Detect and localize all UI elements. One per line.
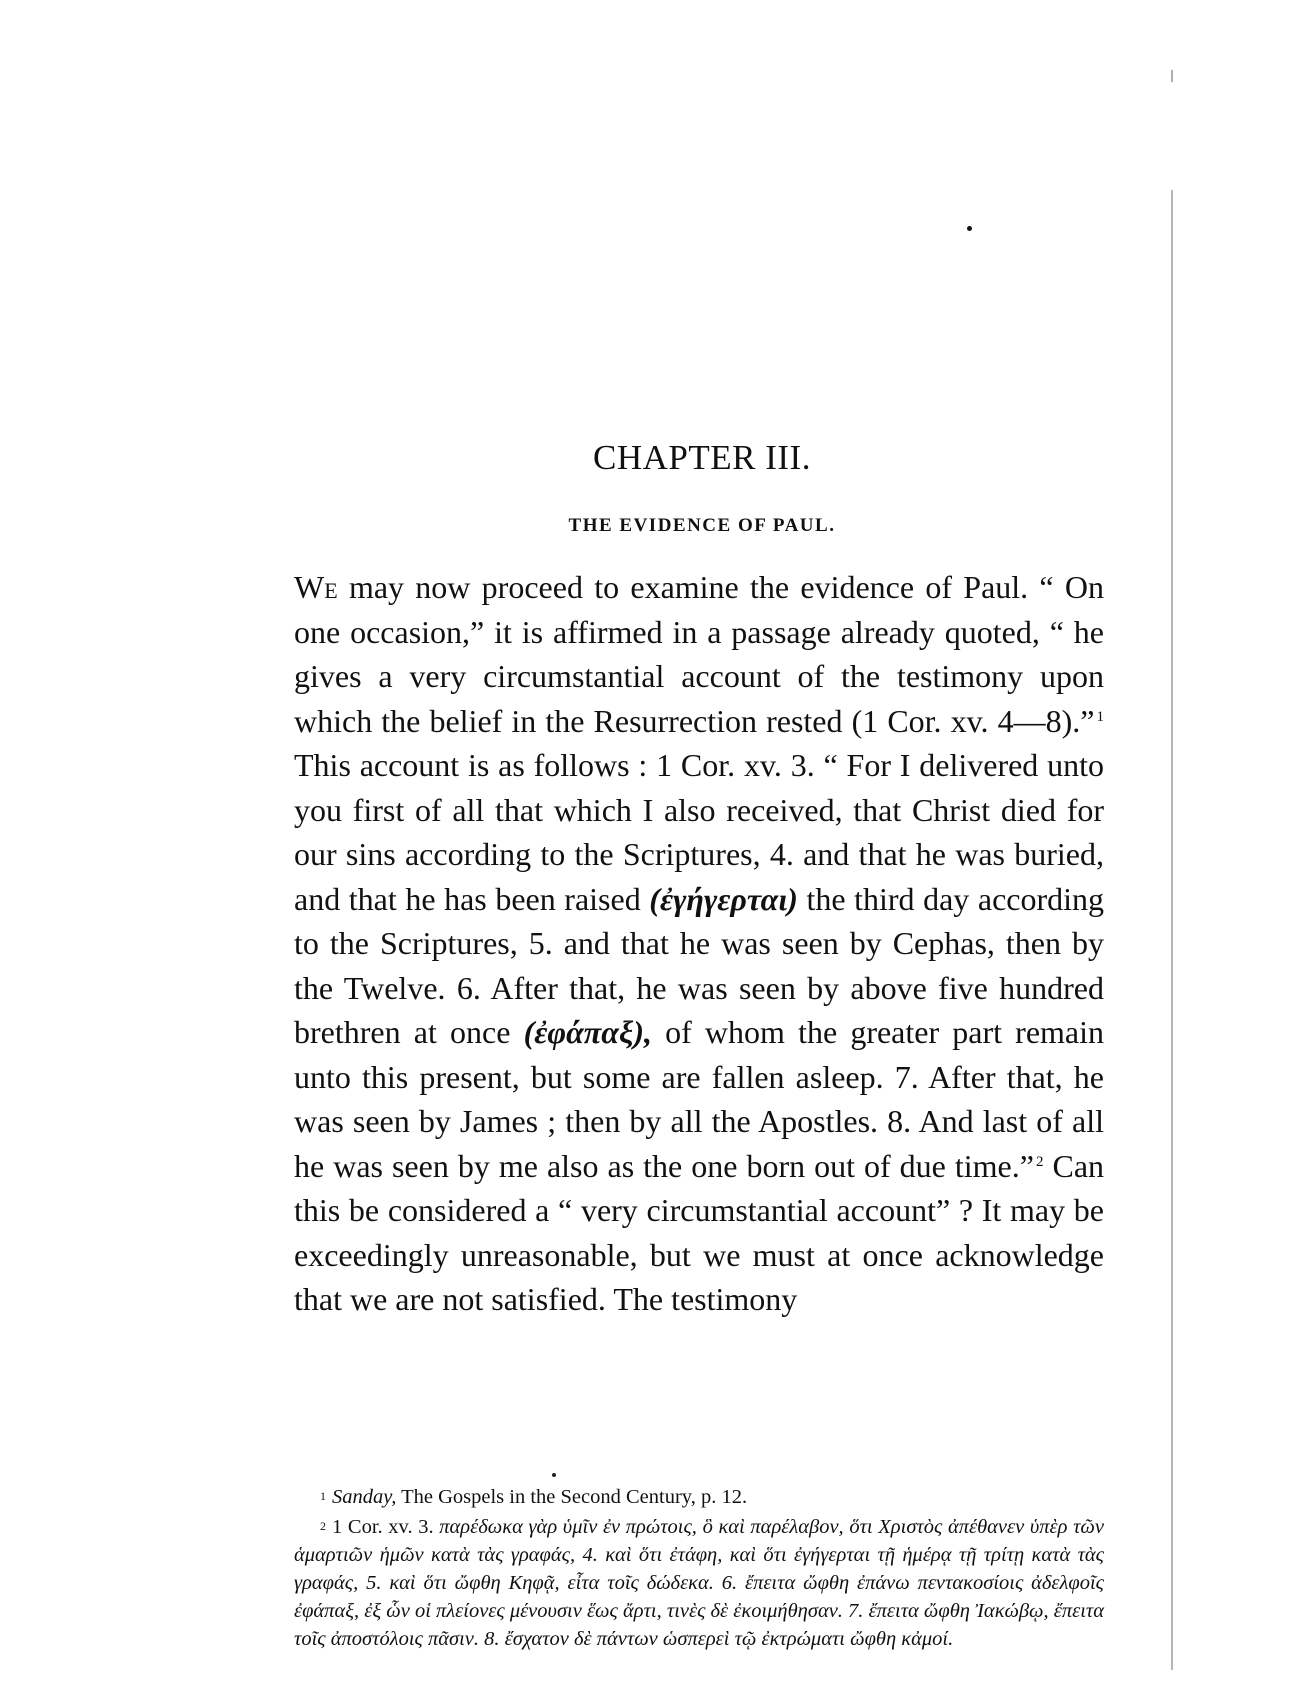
chapter-title: CHAPTER III.	[593, 438, 811, 477]
scan-speck	[967, 226, 972, 231]
footnote-1	[294, 1483, 1104, 1511]
body-text-part: may now proceed to examine the evidence of Paul. “ On one occasion,” it is affirmed in a passage already quoted, “ he gives a very circumstantial account of the testimony upon which the belief in the Resurrection rested (1 Cor. xv. 4—8).”	[294, 569, 1105, 739]
section-title: THE EVIDENCE OF PAUL.	[568, 515, 836, 536]
scan-speck	[552, 1473, 556, 1477]
scan-edge-line	[1171, 190, 1173, 1670]
footnote-ref[interactable]: 1	[1096, 708, 1104, 725]
greek-term: (ἐγήγερται)	[649, 880, 798, 917]
footnote-greek-text: παρέδωκα γὰρ ὑμῖν ἐν πρώτοις, ὃ καὶ παρέλαβον, ὅτι Χριστὸς ἀπέθανεν ὑπὲρ τῶν ἁμαρτιῶν ἡμῶν κατὰ τὰς γραφάς, 4. καὶ ὅτι ἐτάφη, καὶ ὅτι ἐγήγερται τῇ ἡμέρᾳ τῇ τρίτῃ κατὰ τὰς γραφάς, 5. καὶ ὅτι ὤφθη Κηφᾷ, εἶτα τοῖς δώδεκα. 6. ἔπειτα ὤφθη ἐπάνω πεντακοσίοις ἀδελφοῖς ἐφάπαξ, ἐξ ὧν οἱ πλείονες μένουσιν ἕως ἄρτι, τινὲς δὲ ἐκοιμήθησαν. 7. ἔπειτα ὤφθη Ἰακώβῳ, ἔπειτα τοῖς ἀποστόλοις πᾶσιν. 8. ἔσχατον δὲ πάντων ὡσπερεὶ τῷ ἐκτρώματι ὤφθη κἀμοί.	[294, 1516, 1105, 1650]
body-text-part: This account is as follows : 1 Cor. xv. 3. “ For I delivered unto you first of all that which I also received, that Christ died for our sins according to the Scriptures, 4. and that he was buried, and that he has been raised	[294, 747, 1104, 917]
footnote-number: 2	[320, 1519, 326, 1533]
opening-word: We	[294, 569, 338, 605]
body-paragraph	[294, 565, 1104, 1322]
greek-term: (ἐφάπαξ),	[523, 1014, 652, 1050]
footnotes	[294, 1483, 1104, 1655]
footnote-text: The Gospels in the Second Century, p. 12.	[401, 1486, 748, 1508]
scan-edge-line	[1171, 70, 1173, 82]
footnote-number: 1	[320, 1489, 326, 1503]
footnote-reference: 1 Cor. xv. 3.	[332, 1516, 434, 1538]
body-text-part: of whom the greater part remain unto this present, but some are fallen asleep. 7. After that, he was seen by James ; then by all the Apostles. 8. And last of all he was seen by me also as the one born out of due time.”	[294, 1014, 1105, 1184]
footnote-2	[294, 1513, 1104, 1653]
footnote-ref[interactable]: 2	[1035, 1153, 1044, 1170]
footnote-author: Sanday,	[332, 1486, 397, 1508]
body-text-part: Can this be considered a “ very circumstantial account” ? It may be exceedingly unreasonable, but we must at once acknowledge that we are not satisfied. The testimony	[294, 1147, 1105, 1317]
body-text-part: the third day according to the Scriptures, 5. and that he was seen by Cephas, then by the Twelve. 6. After that, he was seen by above five hundred brethren at once	[294, 880, 1105, 1050]
